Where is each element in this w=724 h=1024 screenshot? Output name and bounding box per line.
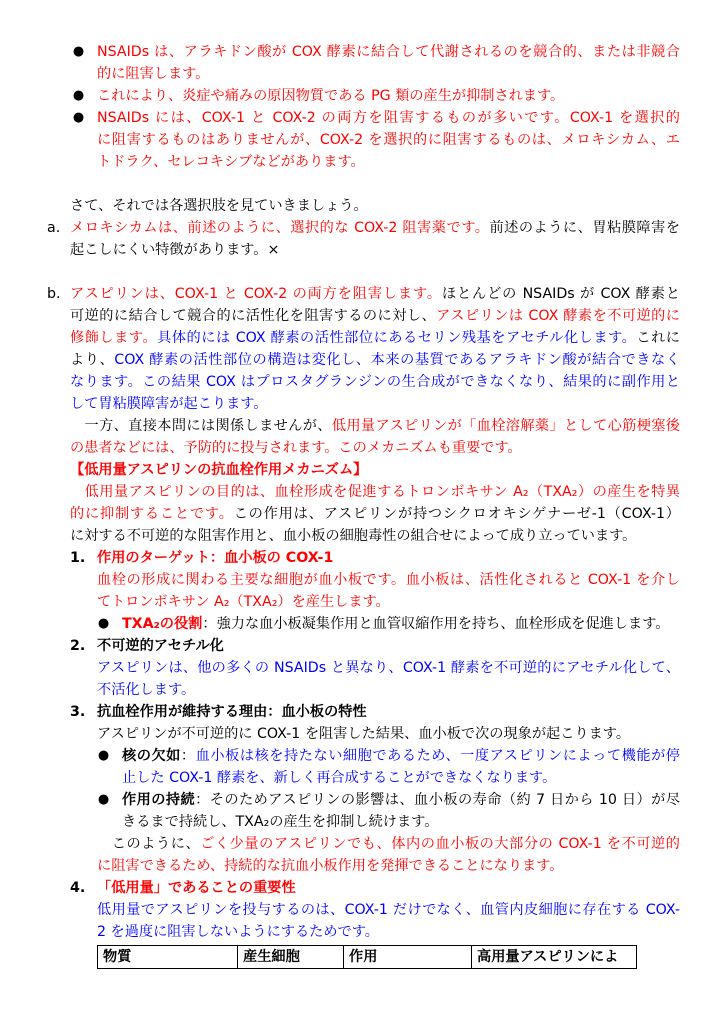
text-line: [97, 85, 680, 107]
text-run: ：: [180, 748, 196, 764]
text-run: 止した COX-1 酵素を、新しく再合成することができなくなります。: [122, 770, 557, 786]
text-run: トドラク、セレコキシブなどがあります。: [97, 154, 365, 170]
text-run: 不活化します。: [97, 682, 196, 698]
emphasis-text: 「低用量」であることの重要性: [97, 880, 296, 896]
text-run: ：強力な血小板凝集作用と血管収縮作用を持ち、血栓形成を促進します。: [202, 616, 670, 632]
emphasis-text: TXA₂の役割: [122, 616, 203, 632]
bullet-marker: ●: [72, 110, 85, 125]
table-header-row: [98, 946, 637, 969]
transition-paragraph: [0, 195, 724, 217]
text-run: これに: [636, 330, 680, 346]
text-line: [122, 811, 680, 833]
text-line: [70, 305, 680, 327]
blank-line: [0, 173, 724, 195]
text-line: [70, 283, 680, 305]
text-run: アスピリンが不可逆的に COX-1 を阻害した結果、血小板で次の現象が起こります。: [97, 726, 631, 742]
text-run: に阻害するものはありませんが、COX-2 を選択的に阻害するものは、メロキシカム、エ: [97, 132, 680, 148]
text-run: 前述のように、胃粘膜障害を: [489, 220, 680, 236]
item-number: 4.: [70, 880, 86, 896]
text-line: [70, 459, 680, 481]
text-run: アスピリンは、COX-1 と COX-2 の両方を阻害します。: [70, 286, 442, 302]
text-run: アスピリンは COX 酵素を不可逆的に: [436, 308, 680, 324]
text-run: 起こしにくい特徴があります。×: [70, 242, 280, 258]
text-run: アスピリンは、他の多くの NSAIDs と異なり、COX-1 酵素を不可逆的にアセチル化して、: [97, 660, 680, 676]
intro-bullet: [72, 85, 680, 107]
text-line: [97, 547, 680, 569]
bullet-marker: ●: [97, 748, 110, 763]
text-line: [97, 899, 680, 921]
paragraph: [70, 415, 680, 459]
text-run: てトロンボキサン A₂（TXA₂）を産生します。: [97, 594, 390, 610]
text-run: 一方、直接本問には関係しませんが、: [70, 418, 332, 434]
item-paragraph: [97, 657, 680, 701]
item-paragraph: [97, 833, 680, 877]
sub-bullet: [97, 745, 680, 789]
text-run: して胃粘膜障害が起こります。: [70, 396, 268, 412]
intro-bullet: [72, 107, 680, 173]
text-run: COX 酵素の活性部位の構造は変化し、本来の基質であるアラキドン酸が結合できなく: [114, 352, 680, 368]
text-line: [70, 239, 680, 261]
aside-paragraph: [0, 415, 724, 459]
text-line: [122, 767, 680, 789]
text-line: [97, 107, 680, 129]
text-run: 低用量アスピリンの目的は、血栓形成を促進するトロンボキサン A₂（TXA₂）の産生を特異: [70, 484, 680, 500]
item-number: 2.: [70, 638, 86, 654]
paragraph: [70, 195, 680, 217]
text-line: [97, 63, 680, 85]
text-run: に阻害できるため、持続的な抗血小板作用を発揮できることになります。: [97, 858, 564, 874]
item-paragraph: [97, 723, 680, 745]
text-run: より、: [70, 352, 115, 368]
text-run: このように、: [97, 836, 201, 852]
text-line: [97, 679, 680, 701]
text-line: [70, 371, 680, 393]
text-run: 修飾します。: [70, 330, 158, 346]
numbered-item-title: [70, 635, 680, 657]
text-run: ：そのためアスピリンの影響は、血小板の寿命（約 7 日から 10 日）が尽: [195, 792, 680, 808]
text-run: さて、それでは各選択肢を見ていきましょう。: [70, 198, 368, 214]
text-line: [97, 635, 680, 657]
text-run: メロキシカムは、前述のように、選択的な COX-2 阻害薬です。: [70, 220, 490, 236]
text-line: [97, 129, 680, 151]
text-run: NSAIDs には、COX-1 と COX-2 の両方を阻害するものが多いです。COX-1 を選択的: [97, 110, 680, 126]
text-run: 可逆的に結合して競合的に活性化を阻害するのに対し、: [70, 308, 437, 324]
text-line: [122, 613, 680, 635]
text-line: [70, 327, 680, 349]
text-line: [70, 195, 680, 217]
text-line: [122, 789, 680, 811]
text-run: に対する不可逆的な阻害作用と、血小板の細胞毒性の組合せによって成り立っています。: [70, 528, 637, 544]
text-line: [70, 525, 680, 547]
text-run: 血小板は核を持たない細胞であるため、一度アスピリンによって機能が停: [195, 748, 680, 764]
text-run: 的に阻害します。: [97, 66, 210, 82]
text-line: [97, 855, 680, 877]
choice-letter: b.: [47, 286, 61, 302]
table-header-cell: 物質: [98, 946, 238, 969]
section-heading: [70, 459, 680, 481]
text-line: [70, 481, 680, 503]
text-run: 2 を過度に阻害しないようにするためです。: [97, 924, 379, 940]
comparison-table: [97, 945, 637, 969]
text-run: 具体的には COX 酵素の活性部位にあるセリン残基をアセチル化します。: [157, 330, 637, 346]
text-line: [122, 745, 680, 767]
text-run: 低用量アスピリンが「血栓溶解薬」として心筋梗塞後: [331, 418, 680, 434]
document-body: [0, 41, 724, 969]
bullet-marker: ●: [97, 616, 110, 631]
bullet-marker: ●: [97, 792, 110, 807]
table-header-cell: 作用: [344, 946, 472, 969]
answer-choice: [47, 217, 680, 261]
text-run: ごく少量のアスピリンでも、体内の血小板の大部分の COX-1 を不可逆的: [200, 836, 680, 852]
text-line: [97, 591, 680, 613]
text-line: [70, 503, 680, 525]
bullet-marker: ●: [72, 88, 85, 103]
emphasis-text: 核の欠如: [122, 748, 181, 764]
text-run: この作用は、アスピリンが持つシクロオキシゲナーゼ-1（COX-1）: [233, 506, 680, 522]
text-line: [70, 349, 680, 371]
text-run: 低用量でアスピリンを投与するのは、COX-1 だけでなく、血管内皮細胞に存在する COX-: [97, 902, 680, 918]
emphasis-text: 不可逆的アセチル化: [97, 638, 224, 654]
text-line: [70, 217, 680, 239]
item-paragraph: [97, 569, 680, 613]
text-line: [70, 437, 680, 459]
text-run: NSAIDs は、アラキドン酸が COX 酵素に結合して代謝されるのを競合的、または非競合: [97, 44, 680, 60]
text-line: [97, 569, 680, 591]
text-run: 血栓の形成に関わる主要な細胞が血小板です。血小板は、活性化されると COX-1 を介し: [97, 572, 680, 588]
emphasis-text: 作用のターゲット：血小板の COX-1: [97, 550, 334, 566]
text-run: これにより、炎症や痛みの原因物質である PG 類の産生が抑制されます。: [97, 88, 565, 104]
emphasis-text: 作用の持続: [122, 792, 196, 808]
item-number: 1.: [70, 550, 86, 566]
choice-letter: a.: [47, 220, 61, 236]
item-paragraph: [97, 899, 680, 943]
item-number: 3.: [70, 704, 86, 720]
emphasis-text: 抗血栓作用が維持する理由：血小板の特性: [97, 704, 367, 720]
emphasis-text: 【低用量アスピリンの抗血栓作用メカニズム】: [70, 462, 368, 478]
intro-bullet: [72, 41, 680, 85]
table-header-cell: 産生細胞: [238, 946, 344, 969]
text-line: [70, 415, 680, 437]
sub-bullet: [97, 789, 680, 833]
mechanism-section: [0, 459, 724, 943]
intro-bullet-list: [0, 41, 724, 173]
numbered-item-title: [70, 701, 680, 723]
answer-choice: [47, 283, 680, 415]
text-run: の患者などには、予防的に投与されます。このメカニズムも重要です。: [70, 440, 522, 456]
numbered-item-title: [70, 877, 680, 899]
text-line: [97, 701, 680, 723]
text-line: [97, 657, 680, 679]
table-header-cell: 高用量アスピリンによ: [472, 946, 637, 969]
text-run: きるまで持続し、TXA₂の産生を抑制し続けます。: [122, 814, 439, 830]
text-line: [97, 723, 680, 745]
sub-bullet: [97, 613, 680, 635]
text-line: [97, 41, 680, 63]
text-line: [97, 833, 680, 855]
text-run: 的に抑制することです。: [70, 506, 234, 522]
text-run: ほとんどの NSAIDs が COX 酵素と: [441, 286, 680, 302]
text-line: [97, 921, 680, 943]
text-line: [70, 393, 680, 415]
text-run: なります。この結果 COX はプロスタグランジンの生合成ができなくなり、結果的に副作用と: [70, 374, 680, 390]
text-line: [97, 877, 680, 899]
paragraph: [70, 481, 680, 547]
text-line: [97, 151, 680, 173]
numbered-item-title: [70, 547, 680, 569]
bullet-marker: ●: [72, 44, 85, 59]
answer-choices: [0, 217, 724, 415]
